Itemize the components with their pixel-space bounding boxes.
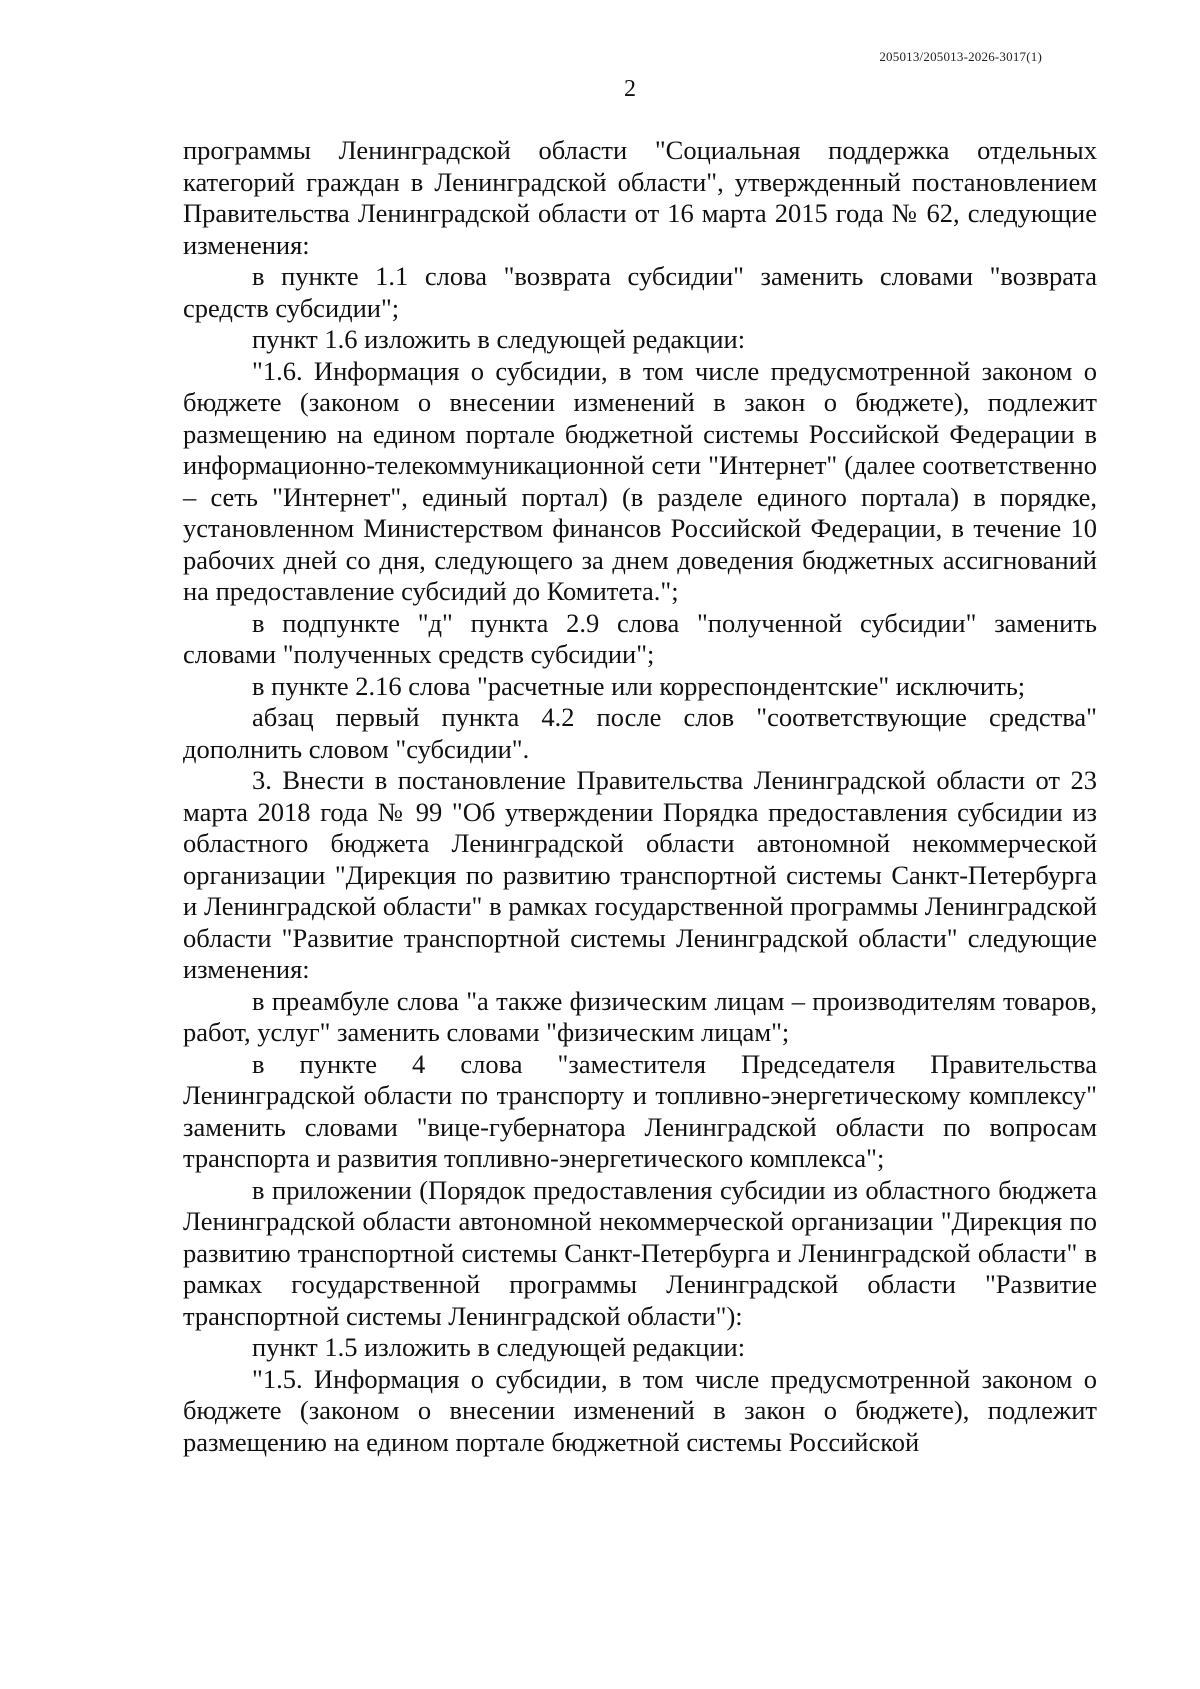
paragraph: в приложении (Порядок предоставления субсидии из областного бюджета Ленинградской области автономной некоммерческой организации "Дирекция по развитию транспортной системы Санкт-Петербурга и Ленинградской области" в рамках государственной программы Ленинградской области "Развитие транспортной системы Ленинградской области"): — [183, 1174, 1097, 1331]
document-id: 205013/205013-2026-3017(1) — [879, 49, 1042, 64]
paragraph: программы Ленинградской области "Социальная поддержка отдельных категорий граждан в Ленинградской области", утвержденный постановлением Правительства Ленинградской области от 16 марта 2015 года № 62, следующие изменения: — [183, 135, 1097, 260]
paragraph: пункт 1.5 изложить в следующей редакции: — [252, 1332, 746, 1362]
paragraph: в подпункте "д" пункта 2.9 слова "полученной субсидии" заменить словами "полученных средств субсидии"; — [183, 607, 1097, 669]
paragraph: "1.5. Информация о субсидии, в том числе предусмотренной законом о бюджете (законом о внесении изменений в закон о бюджете), подлежит размещению на едином портале бюджетной системы Российской — [183, 1363, 1097, 1457]
paragraph: в пункте 2.16 слова "расчетные или корреспондентские" исключить; — [252, 670, 1026, 701]
paragraph: в преамбуле слова "а также физическим лицам – производителям товаров, работ, услуг" заменить словами "физическим лицам"; — [183, 985, 1097, 1047]
paragraph: пункт 1.6 изложить в следующей редакции: — [252, 324, 746, 354]
page-number: 2 — [624, 76, 636, 102]
paragraph: "1.6. Информация о субсидии, в том числе предусмотренной законом о бюджете (законом о внесении изменений в закон о бюджете), подлежит размещению на едином портале бюджетной системы Российской Федерации в информационно-телекоммуникационной сети "Интернет" (далее соответственно – сеть "Интернет", единый портал) (в разделе единого портала) в порядке, установленном Министерством финансов Российской Федерации, в течение 10 рабочих дней со дня, следующего за днем доведения бюджетных ассигнований на предоставление субсидий до Комитета."; — [183, 355, 1097, 606]
paragraph: 3. Внести в постановление Правительства Ленинградской области от 23 марта 2018 года № 99 "Об утверждении Порядка предоставления субсидии из областного бюджета Ленинградской области автономной некоммерческой организации "Дирекция по развитию транспортной системы Санкт-Петербурга и Ленинградской области" в рамках государственной программы Ленинградской области "Развитие транспортной системы Ленинградской области" следующие изменения: — [183, 765, 1097, 984]
paragraph: в пункте 1.1 слова "возврата субсидии" заменить словами "возврата средств субсидии"; — [183, 261, 1097, 323]
document-body — [183, 135, 1097, 1458]
paragraph: абзац первый пункта 4.2 после слов "соответствующие средства" дополнить словом "субсидии". — [183, 702, 1097, 764]
paragraph: в пункте 4 слова "заместителя Председателя Правительства Ленинградской области по транспорту и топливно-энергетическому комплексу" заменить словами "вице-губернатора Ленинградской области по вопросам транспорта и развития топливно-энергетического комплекса"; — [183, 1048, 1097, 1173]
